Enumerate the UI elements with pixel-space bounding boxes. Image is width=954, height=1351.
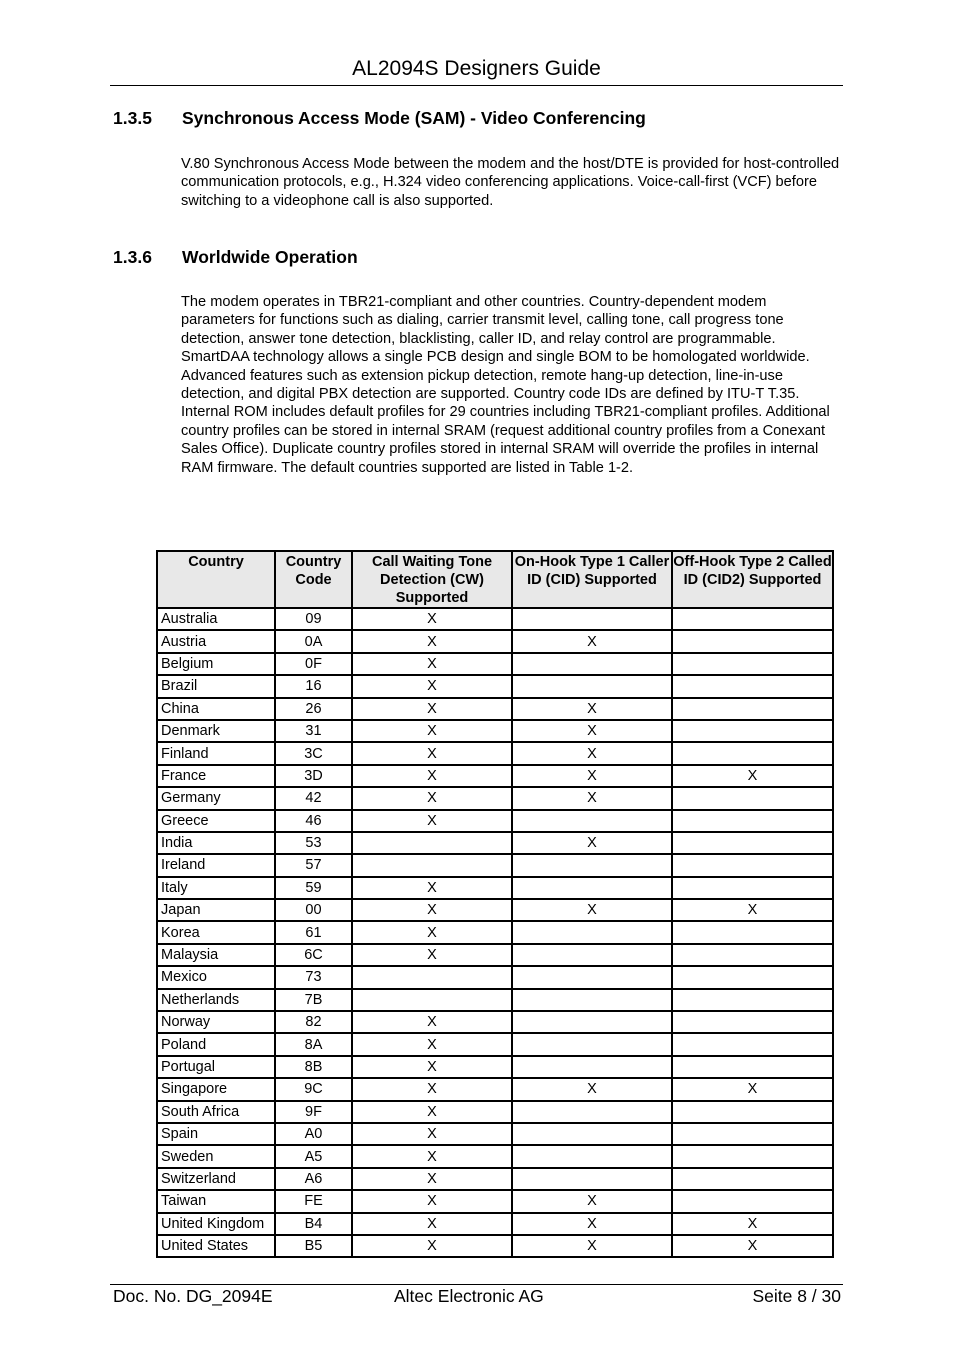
cell-country-code: 59 [275, 877, 352, 899]
cell-cid [512, 944, 672, 966]
table-row [157, 854, 833, 876]
cell-cid [512, 653, 672, 675]
header-country-code: Country Code [275, 551, 352, 608]
table-row [157, 1011, 833, 1033]
cell-cw: X [352, 765, 512, 787]
cell-cid: X [512, 742, 672, 764]
cell-cid2 [672, 832, 833, 854]
cell-country: Finland [157, 742, 275, 764]
cell-cid [512, 1056, 672, 1078]
cell-country-code: 31 [275, 720, 352, 742]
cell-cw: X [352, 1078, 512, 1100]
table-row [157, 989, 833, 1011]
cell-country-code: A5 [275, 1145, 352, 1167]
cell-cid2 [672, 1190, 833, 1212]
footer-company: Altec Electronic AG [394, 1286, 544, 1306]
cell-cid2 [672, 854, 833, 876]
cell-country-code: 61 [275, 921, 352, 943]
section-heading-1-3-6 [113, 247, 358, 268]
cell-country-code: 00 [275, 899, 352, 921]
cell-cid [512, 1145, 672, 1167]
cell-cw: X [352, 899, 512, 921]
cell-cid2 [672, 608, 833, 630]
cell-country: Singapore [157, 1078, 275, 1100]
cell-country: Japan [157, 899, 275, 921]
cell-cid2 [672, 675, 833, 697]
cell-country: United Kingdom [157, 1213, 275, 1235]
table-row [157, 1190, 833, 1212]
table-row [157, 1056, 833, 1078]
cell-cid: X [512, 832, 672, 854]
cell-country: Brazil [157, 675, 275, 697]
cell-cid: X [512, 630, 672, 652]
table-body [157, 608, 833, 1257]
cell-country-code: 82 [275, 1011, 352, 1033]
table-row [157, 1145, 833, 1167]
cell-cid [512, 1168, 672, 1190]
cell-country-code: A6 [275, 1168, 352, 1190]
cell-cw: X [352, 944, 512, 966]
cell-cw: X [352, 1235, 512, 1257]
cell-cw: X [352, 698, 512, 720]
cell-cid2 [672, 1145, 833, 1167]
cell-cw: X [352, 653, 512, 675]
section-title: Worldwide Operation [182, 247, 358, 267]
cell-cw: X [352, 787, 512, 809]
cell-country-code: 9C [275, 1078, 352, 1100]
cell-country-code: 8B [275, 1056, 352, 1078]
cell-country: Korea [157, 921, 275, 943]
cell-cid [512, 608, 672, 630]
header-on-hook-cid: On-Hook Type 1 Caller ID (CID) Supported [512, 551, 672, 608]
cell-country-code: 7B [275, 989, 352, 1011]
table-row [157, 921, 833, 943]
cell-cw [352, 832, 512, 854]
cell-cid [512, 989, 672, 1011]
cell-country: China [157, 698, 275, 720]
cell-country-code: B5 [275, 1235, 352, 1257]
cell-country-code: 0A [275, 630, 352, 652]
paragraph: SmartDAA technology allows a single PCB design and single BOM to be homologated worldwide. Advanced features such as extension pickup detection, remote hang-up detection, line-in-use detection, and digital PBX detection are supported. Country code IDs are defined by ITU-T T.35. [181, 349, 810, 403]
cell-cid [512, 877, 672, 899]
cell-cid: X [512, 1213, 672, 1235]
cell-cid2 [672, 630, 833, 652]
cell-cw: X [352, 1190, 512, 1212]
cell-country-code: 26 [275, 698, 352, 720]
section-number: 1.3.6 [113, 247, 152, 267]
table-row [157, 832, 833, 854]
cell-cid2: X [672, 899, 833, 921]
cell-country: Spain [157, 1123, 275, 1145]
cell-country: Switzerland [157, 1168, 275, 1190]
table-row [157, 944, 833, 966]
cell-cw: X [352, 630, 512, 652]
cell-cid: X [512, 1235, 672, 1257]
cell-country-code: 16 [275, 675, 352, 697]
cell-cw: X [352, 1101, 512, 1123]
cell-cid: X [512, 899, 672, 921]
cell-cid [512, 675, 672, 697]
table-row [157, 630, 833, 652]
cell-country: India [157, 832, 275, 854]
cell-cid2 [672, 787, 833, 809]
cell-country: South Africa [157, 1101, 275, 1123]
cell-cid [512, 854, 672, 876]
section-body-1-3-5 [181, 155, 843, 210]
footer-divider [110, 1284, 843, 1285]
footer-doc-number: Doc. No. DG_2094E [113, 1286, 273, 1306]
cell-cid2 [672, 966, 833, 988]
cell-cid2 [672, 698, 833, 720]
cell-country: Norway [157, 1011, 275, 1033]
cell-country-code: 73 [275, 966, 352, 988]
cell-country-code: 53 [275, 832, 352, 854]
table-row [157, 1033, 833, 1055]
table-row [157, 787, 833, 809]
cell-country: Mexico [157, 966, 275, 988]
cell-country-code: B4 [275, 1213, 352, 1235]
cell-country-code: 6C [275, 944, 352, 966]
cell-country: Malaysia [157, 944, 275, 966]
cell-country: Australia [157, 608, 275, 630]
paragraph: The modem operates in TBR21-compliant and other countries. Country-dependent modem parameters for functions such as dialing, carrier transmit level, calling tone, call progress tone detection, answer tone detection, blacklisting, caller ID, and relay control are programmable. [181, 294, 784, 347]
cell-cw: X [352, 1056, 512, 1078]
cell-cid2 [672, 921, 833, 943]
cell-country-code: 42 [275, 787, 352, 809]
table-row [157, 966, 833, 988]
cell-cid: X [512, 698, 672, 720]
paragraph: Internal ROM includes default profiles for 29 countries including TBR21-compliant profiles. Additional country profiles can be stored in internal SRAM (request additional country profiles from a Conexant Sales Office). Duplicate country profiles stored in internal SRAM will override the profiles in internal RAM firmware. The default countries supported are listed in Table 1-2. [181, 404, 830, 476]
cell-country: Greece [157, 810, 275, 832]
cell-cid2 [672, 810, 833, 832]
paragraph: V.80 Synchronous Access Mode between the modem and the host/DTE is provided for host-controlled communication protocols, e.g., H.324 video conferencing applications. Voice-call-first (VCF) before switching to a videophone call is also supported. [181, 156, 840, 209]
cell-country-code: 3C [275, 742, 352, 764]
cell-cw: X [352, 1033, 512, 1055]
cell-cid2 [672, 720, 833, 742]
cell-country: Ireland [157, 854, 275, 876]
cell-country: Portugal [157, 1056, 275, 1078]
cell-country-code: 8A [275, 1033, 352, 1055]
cell-cid [512, 1101, 672, 1123]
cell-cid2 [672, 1033, 833, 1055]
table-row [157, 1123, 833, 1145]
cell-country: Taiwan [157, 1190, 275, 1212]
section-title: Synchronous Access Mode (SAM) - Video Conferencing [182, 108, 646, 128]
cell-country: Belgium [157, 653, 275, 675]
cell-cid: X [512, 1190, 672, 1212]
cell-cid2 [672, 1101, 833, 1123]
header-divider [110, 85, 843, 86]
cell-country: Sweden [157, 1145, 275, 1167]
cell-cid2: X [672, 1078, 833, 1100]
table-row [157, 608, 833, 630]
table-row [157, 877, 833, 899]
cell-cw: X [352, 921, 512, 943]
header-country: Country [157, 551, 275, 608]
table-row [157, 720, 833, 742]
cell-cw [352, 989, 512, 1011]
section-number: 1.3.5 [113, 108, 152, 128]
cell-country-code: 57 [275, 854, 352, 876]
table-row [157, 765, 833, 787]
cell-cid: X [512, 787, 672, 809]
cell-country-code: 46 [275, 810, 352, 832]
cell-cid2 [672, 877, 833, 899]
cell-country: United States [157, 1235, 275, 1257]
cell-cid2: X [672, 765, 833, 787]
cell-cid2 [672, 944, 833, 966]
cell-cid2 [672, 989, 833, 1011]
cell-cid2 [672, 1011, 833, 1033]
table-header-row [157, 551, 833, 608]
table-row [157, 675, 833, 697]
cell-cid [512, 1011, 672, 1033]
table-row [157, 742, 833, 764]
cell-cid2 [672, 1168, 833, 1190]
header-call-waiting: Call Waiting Tone Detection (CW) Supported [352, 551, 512, 608]
cell-cid2: X [672, 1235, 833, 1257]
cell-cid [512, 921, 672, 943]
cell-country: Austria [157, 630, 275, 652]
cell-country-code: 0F [275, 653, 352, 675]
table-row [157, 1101, 833, 1123]
cell-country-code: 9F [275, 1101, 352, 1123]
cell-cid [512, 1123, 672, 1145]
section-body-1-3-6 [181, 293, 843, 477]
table-row [157, 899, 833, 921]
cell-cid2: X [672, 1213, 833, 1235]
header-off-hook-cid2: Off-Hook Type 2 Called ID (CID2) Supported [672, 551, 833, 608]
table-row [157, 1235, 833, 1257]
cell-country-code: FE [275, 1190, 352, 1212]
cell-cw: X [352, 877, 512, 899]
cell-cid2 [672, 1123, 833, 1145]
cell-cid: X [512, 1078, 672, 1100]
cell-cw [352, 966, 512, 988]
table-row [157, 653, 833, 675]
cell-cw: X [352, 1168, 512, 1190]
cell-cid: X [512, 765, 672, 787]
cell-country-code: 3D [275, 765, 352, 787]
table-row [157, 1213, 833, 1235]
table-row [157, 698, 833, 720]
cell-cw [352, 854, 512, 876]
cell-country: France [157, 765, 275, 787]
cell-country-code: A0 [275, 1123, 352, 1145]
cell-country: Italy [157, 877, 275, 899]
cell-cw: X [352, 810, 512, 832]
cell-cw: X [352, 1123, 512, 1145]
cell-cid: X [512, 720, 672, 742]
table-row [157, 1078, 833, 1100]
section-heading-1-3-5 [113, 108, 646, 129]
cell-cw: X [352, 1213, 512, 1235]
document-title: AL2094S Designers Guide [352, 57, 601, 80]
cell-cw: X [352, 742, 512, 764]
cell-country: Germany [157, 787, 275, 809]
cell-cw: X [352, 1011, 512, 1033]
cell-country: Denmark [157, 720, 275, 742]
cell-cid2 [672, 1056, 833, 1078]
table-row [157, 1168, 833, 1190]
cell-country: Netherlands [157, 989, 275, 1011]
table-row [157, 810, 833, 832]
cell-country-code: 09 [275, 608, 352, 630]
cell-cid2 [672, 742, 833, 764]
cell-country: Poland [157, 1033, 275, 1055]
cell-cid [512, 810, 672, 832]
cell-cw: X [352, 720, 512, 742]
cell-cw: X [352, 1145, 512, 1167]
cell-cw: X [352, 608, 512, 630]
footer-page-number: Seite 8 / 30 [752, 1286, 841, 1306]
country-profile-table [156, 550, 834, 1258]
cell-cid [512, 1033, 672, 1055]
cell-cid2 [672, 653, 833, 675]
cell-cid [512, 966, 672, 988]
cell-cw: X [352, 675, 512, 697]
